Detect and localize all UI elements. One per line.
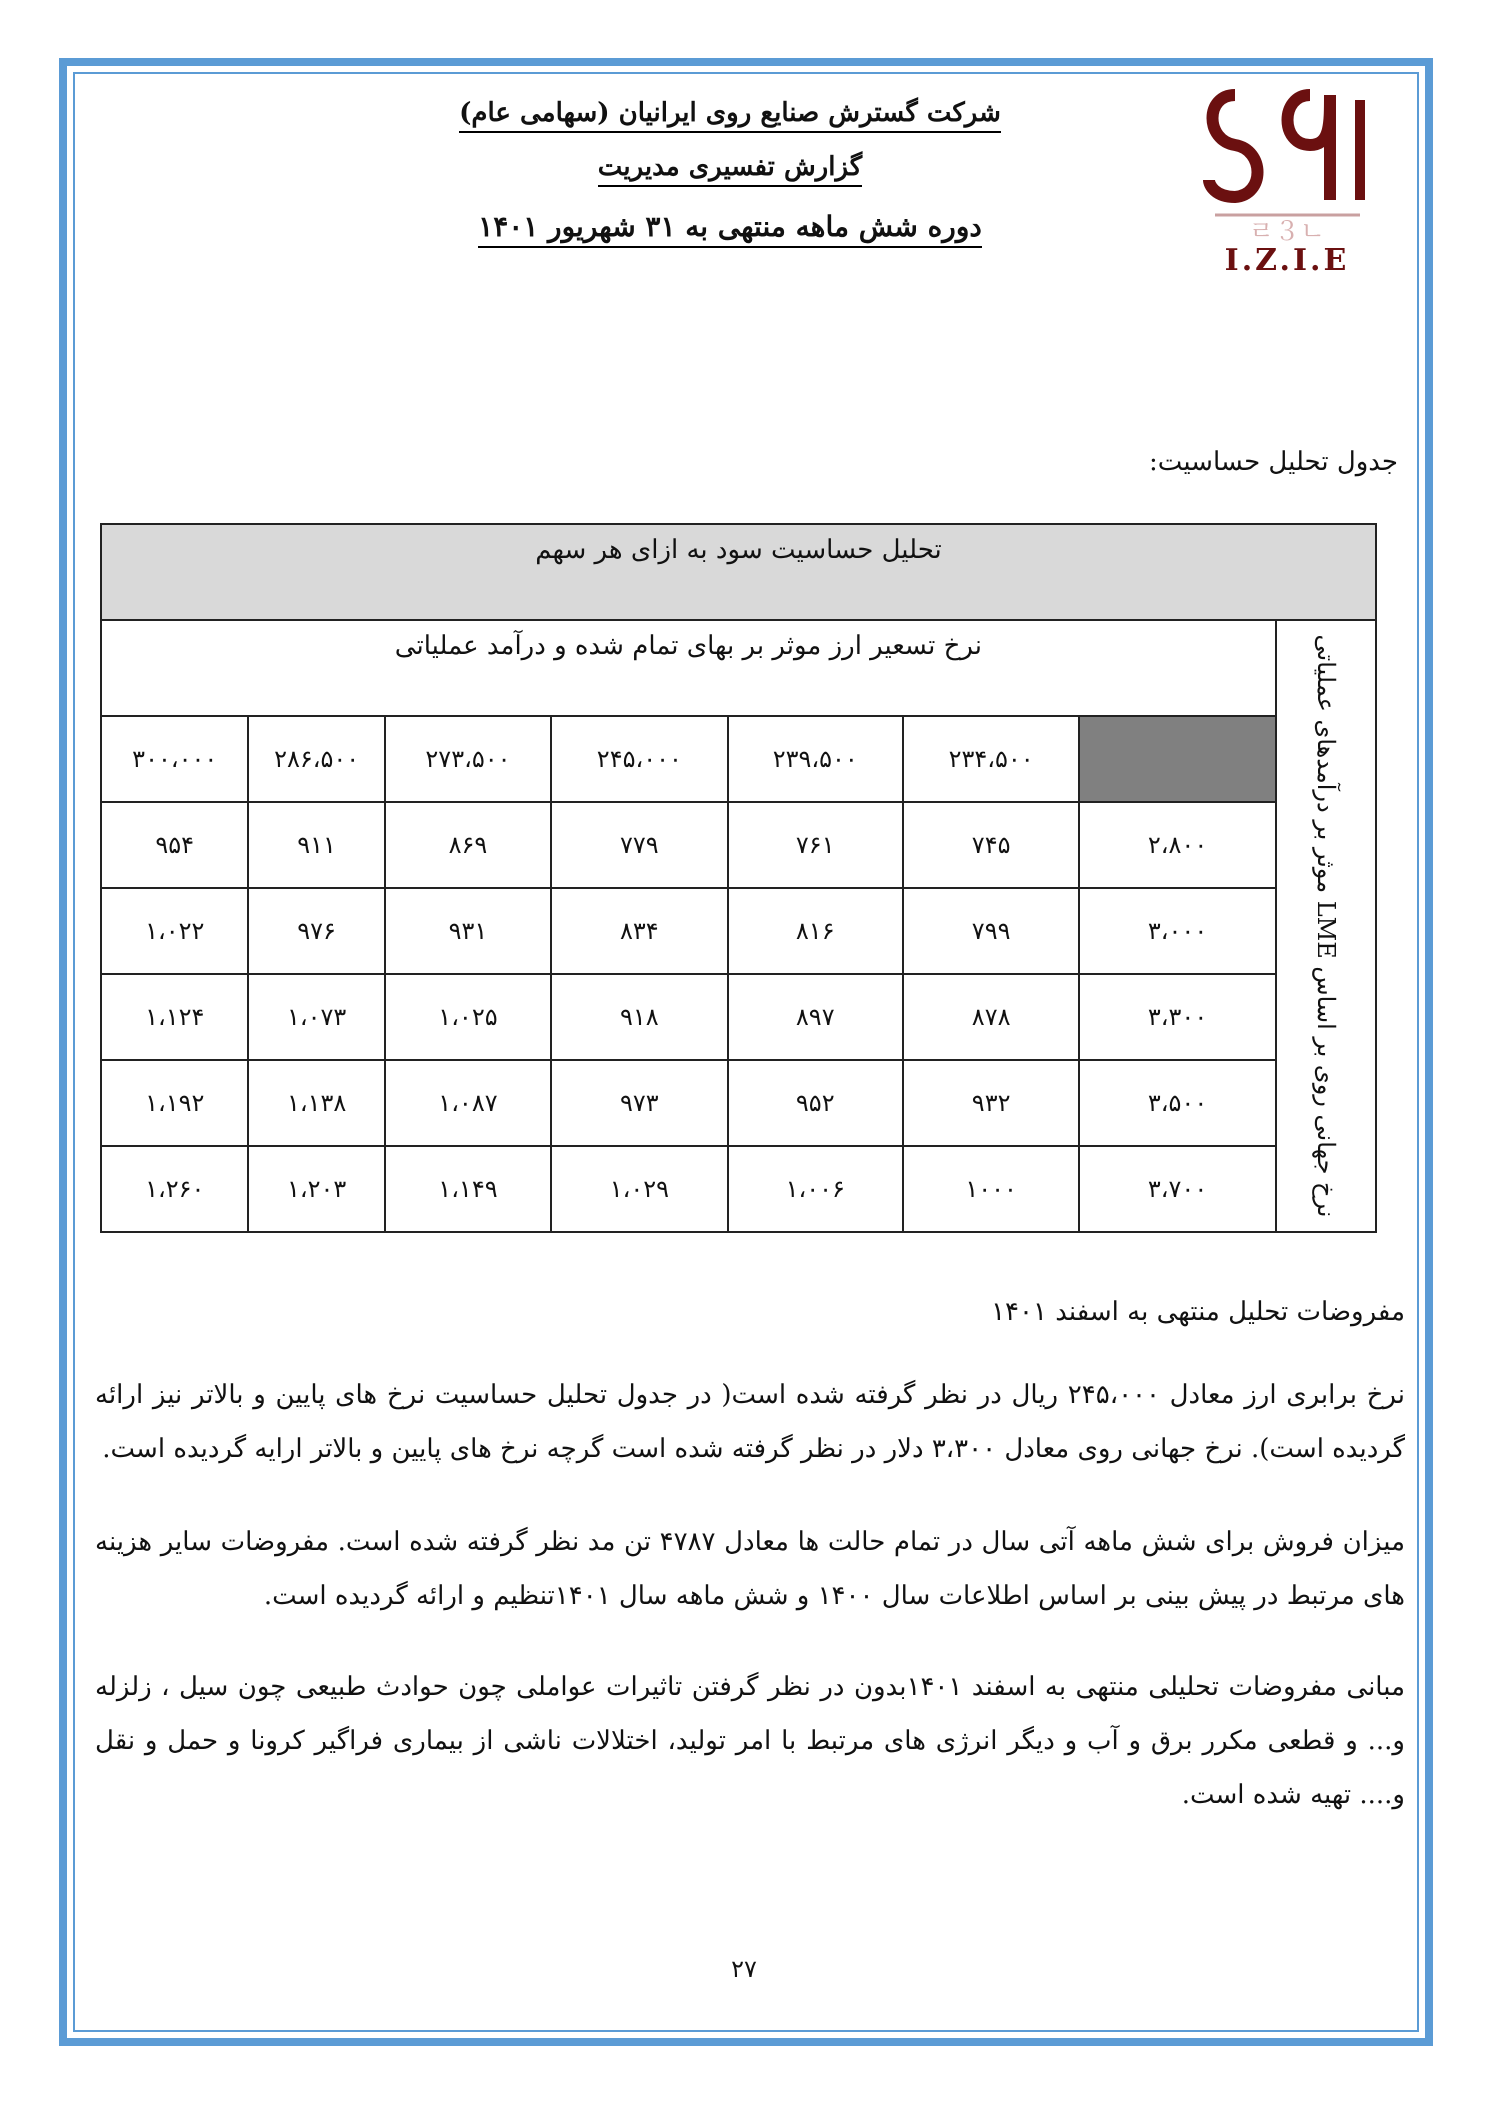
zinc-price-cell: ۳،۰۰۰ [1079, 888, 1275, 974]
eps-cell: ۱،۲۰۳ [248, 1146, 384, 1232]
eps-cell: ۸۹۷ [728, 974, 903, 1060]
eps-cell: ۸۷۸ [903, 974, 1079, 1060]
zinc-price-cell: ۳،۳۰۰ [1079, 974, 1275, 1060]
eps-cell: ۸۳۴ [551, 888, 727, 974]
table-title: تحلیل حساسیت سود به ازای هر سهم [101, 524, 1376, 620]
eps-cell: ۹۱۸ [551, 974, 727, 1060]
eps-cell: ۱،۰۲۲ [101, 888, 248, 974]
zinc-price-header: نرخ جهانی روی بر اساس LME موثر بر درآمدهای عملیاتی [1276, 620, 1376, 1232]
eps-cell: ۷۶۱ [728, 802, 903, 888]
paragraph: نرخ برابری ارز معادل ۲۴۵،۰۰۰ ریال در نظر گرفته شده است( در جدول تحلیل حساسیت نرخ های پایین و بالاتر نیز ارائه گردیده است). نرخ جهانی روی معادل ۳،۳۰۰ دلار در نظر گرفته شده است گرچه نرخ های پایین و بالاتر ارایه گردیده است. [95, 1380, 1405, 1464]
table-row [101, 1060, 1376, 1146]
zinc-price-cell: ۳،۵۰۰ [1079, 1060, 1275, 1146]
table-row [101, 974, 1376, 1060]
eps-cell: ۸۱۶ [728, 888, 903, 974]
company-logo [1195, 85, 1380, 275]
eps-cell: ۱،۰۲۵ [385, 974, 551, 1060]
eps-cell: ۹۳۲ [903, 1060, 1079, 1146]
eps-cell: ۱،۱۹۲ [101, 1060, 248, 1146]
exchange-rate-cell: ۲۴۵،۰۰۰ [551, 716, 727, 802]
report-period: دوره شش ماهه منتهی به ۳۱ شهریور ۱۴۰۱ [300, 210, 1160, 243]
eps-cell: ۸۶۹ [385, 802, 551, 888]
table-row [101, 888, 1376, 974]
sensitivity-table [100, 523, 1377, 1233]
page-number: ۲۷ [731, 1955, 757, 1983]
company-name: شرکت گسترش صنایع روی ایرانیان (سهامی عام) [300, 98, 1160, 128]
section-title: جدول تحلیل حساسیت: [1149, 447, 1398, 477]
table-row [101, 1146, 1376, 1232]
assumptions-heading: مفروضات تحلیل منتهی به اسفند ۱۴۰۱ [991, 1297, 1405, 1327]
eps-cell: ۱،۱۴۹ [385, 1146, 551, 1232]
eps-cell: ۷۹۹ [903, 888, 1079, 974]
eps-cell: ۹۳۱ [385, 888, 551, 974]
eps-cell: ۹۵۲ [728, 1060, 903, 1146]
eps-cell: ۱،۱۲۴ [101, 974, 248, 1060]
eps-cell: ۱،۰۲۹ [551, 1146, 727, 1232]
exchange-rate-cell: ۲۸۶،۵۰۰ [248, 716, 384, 802]
eps-cell: ۱،۱۳۸ [248, 1060, 384, 1146]
eps-cell: ۷۷۹ [551, 802, 727, 888]
corner-cell [1079, 716, 1275, 802]
eps-cell: ۱۰۰۰ [903, 1146, 1079, 1232]
exchange-rate-header: نرخ تسعیر ارز موثر بر بهای تمام شده و درآمد عملیاتی [101, 620, 1276, 716]
eps-cell: ۷۴۵ [903, 802, 1079, 888]
exchange-rate-row [101, 716, 1376, 802]
eps-cell: ۱،۰۷۳ [248, 974, 384, 1060]
eps-cell: ۹۷۶ [248, 888, 384, 974]
eps-cell: ۱،۰۰۶ [728, 1146, 903, 1232]
zinc-price-cell: ۳،۷۰۰ [1079, 1146, 1275, 1232]
logo-text: I.Z.I.E [1224, 243, 1350, 275]
eps-cell: ۹۵۴ [101, 802, 248, 888]
eps-cell: ۹۱۱ [248, 802, 384, 888]
zinc-price-cell: ۲،۸۰۰ [1079, 802, 1275, 888]
exchange-rate-cell: ۲۳۴،۵۰۰ [903, 716, 1079, 802]
exchange-rate-cell: ۳۰۰،۰۰۰ [101, 716, 248, 802]
paragraph: میزان فروش برای شش ماهه آتی سال در تمام حالت ها معادل ۴۷۸۷ تن مد نظر گرفته شده است. مفروضات سایر هزینه های مرتبط در پیش بینی بر اساس اطلاعات سال ۱۴۰۰ و شش ماهه سال ۱۴۰۱تنظیم و ارائه گردیده است. [95, 1527, 1406, 1611]
table-row [101, 802, 1376, 888]
exchange-rate-cell: ۲۳۹،۵۰۰ [728, 716, 903, 802]
exchange-rate-cell: ۲۷۳،۵۰۰ [385, 716, 551, 802]
paragraph: مبانی مفروضات تحلیلی منتهی به اسفند ۱۴۰۱بدون در نظر گرفتن تاثیرات عواملی چون حوادث طبیعی چون سیل ، زلزله و... و قطعی مکرر برق و آب و دیگر انرژی های مرتبط با امر تولید، اختلالات ناشی از بیماری فراگیر کرونا و حمل و نقل و.... تهیه شده است. [95, 1672, 1405, 1810]
eps-cell: ۱،۲۶۰ [101, 1146, 248, 1232]
eps-cell: ۹۷۳ [551, 1060, 727, 1146]
eps-cell: ۱،۰۸۷ [385, 1060, 551, 1146]
report-title: گزارش تفسیری مدیریت [300, 152, 1160, 182]
svg-text:ㄹ３ㄴ: ㄹ３ㄴ [1248, 217, 1326, 247]
